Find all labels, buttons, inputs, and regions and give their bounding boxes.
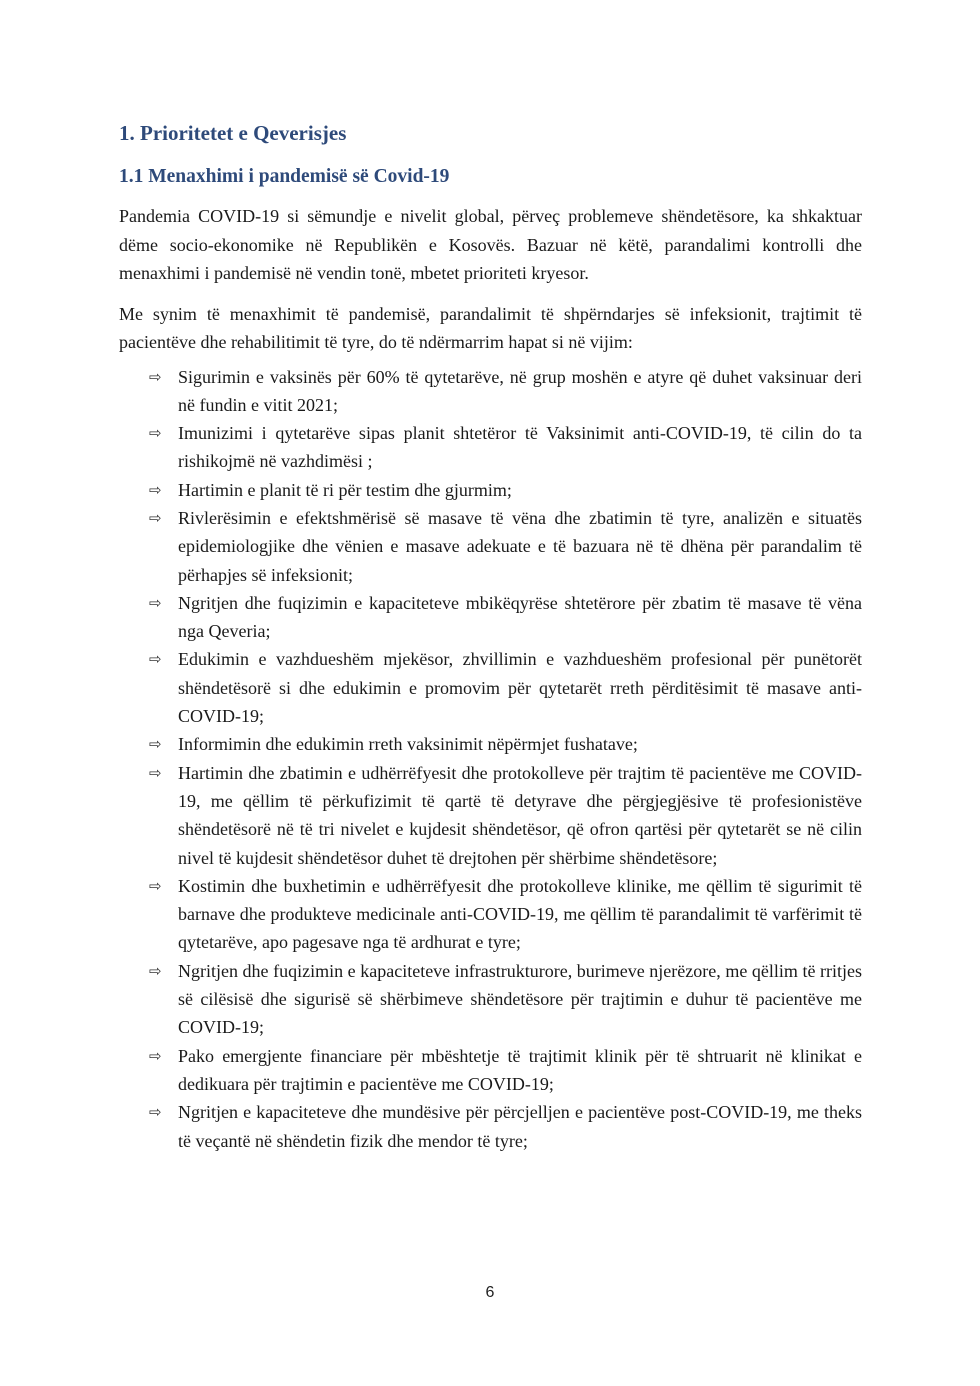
list-item-text: Kostimin dhe buxhetimin e udhërrëfyesit dhe protokolleve klinike, me qëllim të sigurimit të barnave dhe produkteve medicinale anti-COVID-19, me qëllim të parandalimit të varfërimit të qytetarëve, apo pagesave nga të ardhurat e tyre; (178, 875, 862, 953)
page-content (119, 118, 862, 1155)
list-item-text: Rivlerësimin e efektshmërisë së masave të vëna dhe zbatimin të tyre, analizën e situatës epidemiologjike dhe vënien e masave adekuate e të bazuara në të dhëna për parandalim të përhapjes së infeksionit; (178, 507, 862, 585)
list-item (119, 476, 862, 504)
list-item (119, 363, 862, 420)
priority-list (119, 363, 862, 1155)
arrow-right-icon: ⇨ (149, 508, 162, 527)
intro-paragraph: Pandemia COVID-19 si sëmundje e nivelit global, përveç problemeve shëndetësore, ka shkaktuar dëme socio-ekonomike në Republikën e Kosovës. Bazuar në këtë, parandalimi kontrolli dhe menaxhimi i pandemisë në vendin tonë, mbetet prioriteti kryesor. (119, 206, 862, 283)
arrow-right-icon: ⇨ (149, 1103, 162, 1122)
list-item-text: Pako emergjente financiare për mbështetje të trajtimit klinik për të shtruarit në klinikat e dedikuara për trajtimin e pacientëve me COVID-19; (178, 1045, 862, 1094)
list-item-text: Imunizimi i qytetarëve sipas planit shtetëror të Vaksinimit anti-COVID-19, të cilin do ta rishikojmë në vazhdimësi ; (178, 423, 862, 472)
list-item-text: Ngritjen dhe fuqizimin e kapaciteteve mbikëqyrëse shtetërore për zbatim të masave të vëna nga Qeveria; (178, 592, 862, 642)
list-item-text: Ngritjen dhe fuqizimin e kapaciteteve infrastrukturore, burimeve njerëzore, me qëllim të rritjes së cilësisë dhe sigurisë së shërbimeve shëndetësore për trajtimin e duhur të pacientëve me COVID-19; (178, 960, 862, 1038)
list-item-text: Informimin dhe edukimin rreth vaksinimit nëpërmjet fushatave; (178, 734, 638, 755)
list-item-text: Hartimin e planit të ri për testim dhe gjurmim; (178, 479, 512, 500)
arrow-right-icon: ⇨ (149, 424, 162, 443)
list-item (119, 957, 862, 1042)
arrow-right-icon: ⇨ (149, 367, 162, 386)
list-item-text: Edukimin e vazhdueshëm mjekësor, zhvillimin e vazhdueshëm profesional për punëtorët shëndetësorë si dhe edukimin e promovim për qytetarët rreth përditësimit të masave anti-COVID-19; (178, 649, 862, 727)
list-item (119, 504, 862, 589)
arrow-right-icon: ⇨ (149, 650, 162, 669)
list-item (119, 759, 862, 872)
list-item (119, 1042, 862, 1099)
arrow-right-icon: ⇨ (149, 480, 162, 499)
list-item (119, 589, 862, 646)
list-item-text: Hartimin dhe zbatimin e udhërrëfyesit dhe protokolleve për trajtim të pacientëve me COVID-19, me qëllim të përkufizimit të qartë të detyrave dhe përgjegjësive të profesionistëve shëndetësorë në të tri nivelet e kujdesit shëndetësor, që ofron qartësi për qytetarët se në cilin nivel të kujdesit shëndetësor duhet të drejtohen për shërbime shëndetësore; (178, 762, 862, 868)
arrow-right-icon: ⇨ (149, 593, 162, 612)
list-item-text: Ngritjen e kapaciteteve dhe mundësive për përcjelljen e pacientëve post-COVID-19, me theks të veçantë në shëndetin fizik dhe mendor të tyre; (178, 1102, 862, 1151)
page-number: 6 (485, 1284, 495, 1301)
steps-intro-paragraph: Me synim të menaxhimit të pandemisë, parandalimit të shpërndarjes së infeksionit, trajtimit të pacientëve dhe rehabilitimit të tyre, do të ndërmarrim hapat si në vijim: (119, 303, 862, 352)
list-item (119, 730, 862, 758)
list-item (119, 1098, 862, 1155)
arrow-right-icon: ⇨ (149, 876, 162, 895)
list-item (119, 419, 862, 476)
list-item (119, 872, 862, 957)
section-title: 1. Prioritetet e Qeverisjes (119, 121, 347, 145)
arrow-right-icon: ⇨ (149, 961, 162, 980)
subsection-title: 1.1 Menaxhimi i pandemisë së Covid-19 (119, 166, 450, 187)
list-item (119, 645, 862, 730)
list-item-text: Sigurimin e vaksinës për 60% të qytetarëve, në grup moshën e atyre që duhet vaksinuar deri në fundin e vitit 2021; (178, 366, 862, 415)
arrow-right-icon: ⇨ (149, 735, 162, 754)
arrow-right-icon: ⇨ (149, 1046, 162, 1065)
arrow-right-icon: ⇨ (149, 763, 162, 782)
